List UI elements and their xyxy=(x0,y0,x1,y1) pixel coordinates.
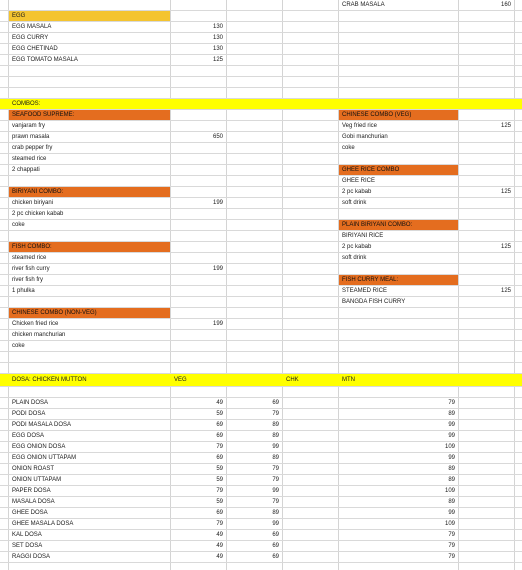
dosa-price-mtn[interactable]: 79 xyxy=(448,400,455,406)
combo-item[interactable]: BIRIYANI RICE xyxy=(342,233,384,239)
dosa-name[interactable]: PODI MASALA DOSA xyxy=(12,422,72,428)
dosa-price-mtn[interactable]: 79 xyxy=(448,532,455,538)
dosa-price-chk[interactable]: 89 xyxy=(272,510,279,516)
dosa-price-veg[interactable]: 59 xyxy=(216,499,223,505)
combo-price[interactable]: 125 xyxy=(500,123,511,129)
dosa-price-chk[interactable]: 89 xyxy=(272,433,279,439)
sheet-row xyxy=(0,11,522,22)
sheet-row xyxy=(0,253,522,264)
dosa-price-chk[interactable]: 69 xyxy=(272,400,279,406)
dosa-price-chk[interactable]: 99 xyxy=(272,444,279,450)
combos-band xyxy=(0,99,522,110)
dosa-price-chk[interactable]: 79 xyxy=(272,411,279,417)
dosa-name[interactable]: PLAIN DOSA xyxy=(12,400,49,406)
combo-item[interactable]: 2 chappati xyxy=(12,167,40,173)
sheet-row xyxy=(0,264,522,275)
dosa-price-chk[interactable]: 99 xyxy=(272,521,279,527)
fish-curry-meal-header[interactable]: FISH CURRY MEAL: xyxy=(339,275,458,285)
dosa-price-chk[interactable]: 89 xyxy=(272,422,279,428)
dosa-name[interactable]: EGG DOSA xyxy=(12,433,45,439)
combo-price[interactable]: 199 xyxy=(212,321,223,327)
combo-item[interactable]: 2 pc kabab xyxy=(342,244,372,250)
combo-item[interactable]: coke xyxy=(342,145,355,151)
dosa-price-mtn[interactable]: 99 xyxy=(448,433,455,439)
dosa-name[interactable]: GHEE DOSA xyxy=(12,510,48,516)
combo-item[interactable]: coke xyxy=(12,222,25,228)
combo-item[interactable]: chicken manchurian xyxy=(12,332,66,338)
sheet-row xyxy=(0,176,522,187)
sheet-row-empty xyxy=(0,88,522,99)
dosa-col-mtn[interactable]: MTN xyxy=(342,377,355,383)
sheet-row xyxy=(0,22,522,33)
sheet-row xyxy=(0,308,522,319)
dosa-band xyxy=(0,374,522,387)
combo-item[interactable]: 1 phulka xyxy=(12,288,35,294)
dosa-price-veg[interactable]: 49 xyxy=(216,400,223,406)
biriyani-combo-header[interactable]: BIRIYANI COMBO: xyxy=(9,187,170,197)
dosa-name[interactable]: ONION ROAST xyxy=(12,466,55,472)
sheet-row xyxy=(0,242,522,253)
menu-item-price[interactable]: 160 xyxy=(500,2,511,8)
dosa-price-mtn[interactable]: 99 xyxy=(448,422,455,428)
sheet-row xyxy=(0,165,522,176)
dosa-price-mtn[interactable]: 109 xyxy=(444,444,455,450)
sheet-row-empty xyxy=(0,77,522,88)
dosa-row xyxy=(0,475,522,486)
egg-section-header[interactable]: EGG xyxy=(9,11,170,21)
combo-item[interactable]: Gobi manchurian xyxy=(342,134,388,140)
chinese-veg-combo-header[interactable]: CHINESE COMBO (VEG) xyxy=(339,110,458,120)
combos-band-label[interactable]: COMBOS: xyxy=(12,101,41,107)
dosa-price-mtn[interactable]: 79 xyxy=(448,543,455,549)
dosa-col-veg[interactable]: VEG xyxy=(174,377,187,383)
sheet-row xyxy=(0,143,522,154)
dosa-price-mtn[interactable]: 89 xyxy=(448,477,455,483)
dosa-price-mtn[interactable]: 89 xyxy=(448,411,455,417)
sheet-row xyxy=(0,187,522,198)
dosa-price-veg[interactable]: 49 xyxy=(216,532,223,538)
dosa-row xyxy=(0,530,522,541)
combo-item[interactable]: crab pepper fry xyxy=(12,145,53,151)
dosa-price-veg[interactable]: 69 xyxy=(216,455,223,461)
dosa-price-chk[interactable]: 79 xyxy=(272,477,279,483)
chinese-nonveg-combo-header[interactable]: CHINESE COMBO (NON-VEG) xyxy=(9,308,170,318)
combo-item[interactable]: steamed rice xyxy=(12,255,47,261)
fish-combo-header[interactable]: FISH COMBO: xyxy=(9,242,170,252)
dosa-price-chk[interactable]: 89 xyxy=(272,455,279,461)
ghee-rice-combo-header[interactable]: GHEE RICE COMBO xyxy=(339,165,458,175)
dosa-price-chk[interactable]: 69 xyxy=(272,532,279,538)
combo-item[interactable]: soft drink xyxy=(342,255,367,261)
dosa-price-chk[interactable]: 69 xyxy=(272,543,279,549)
menu-item-name[interactable]: CRAB MASALA xyxy=(342,2,385,8)
dosa-price-mtn[interactable]: 99 xyxy=(448,455,455,461)
dosa-row xyxy=(0,519,522,530)
dosa-row xyxy=(0,486,522,497)
combo-item[interactable]: chicken biriyani xyxy=(12,200,54,206)
sheet-row xyxy=(0,275,522,286)
dosa-price-veg[interactable]: 59 xyxy=(216,466,223,472)
combo-item[interactable]: STEAMED RICE xyxy=(342,288,388,294)
sheet-row xyxy=(0,231,522,242)
combo-item[interactable]: river fish curry xyxy=(12,266,50,272)
dosa-price-mtn[interactable]: 99 xyxy=(448,510,455,516)
sheet-row xyxy=(0,319,522,330)
dosa-name[interactable]: EGG ONION DOSA xyxy=(12,444,66,450)
menu-item-price[interactable]: 130 xyxy=(212,46,223,52)
sheet-row xyxy=(0,154,522,165)
combo-price[interactable]: 125 xyxy=(500,244,511,250)
combo-item[interactable]: Chicken fried rice xyxy=(12,321,59,327)
dosa-price-veg[interactable]: 69 xyxy=(216,510,223,516)
combo-item[interactable]: Veg fried rice xyxy=(342,123,378,129)
menu-item-name[interactable]: EGG CHETINAD xyxy=(12,46,58,52)
dosa-price-veg[interactable]: 49 xyxy=(216,554,223,560)
dosa-row xyxy=(0,409,522,420)
sheet-row-empty xyxy=(0,66,522,77)
sheet-row xyxy=(0,33,522,44)
dosa-price-mtn[interactable]: 89 xyxy=(448,466,455,472)
dosa-name[interactable]: ONION UTTAPAM xyxy=(12,477,62,483)
combo-price[interactable]: 650 xyxy=(212,134,223,140)
sheet-row xyxy=(0,110,522,121)
sheet-row xyxy=(0,330,522,341)
sheet-row xyxy=(0,44,522,55)
dosa-name[interactable]: EGG ONION UTTAPAM xyxy=(12,455,77,461)
dosa-price-chk[interactable]: 69 xyxy=(272,554,279,560)
dosa-price-chk[interactable]: 79 xyxy=(272,466,279,472)
dosa-price-veg[interactable]: 79 xyxy=(216,521,223,527)
dosa-price-veg[interactable]: 49 xyxy=(216,543,223,549)
combo-price[interactable]: 199 xyxy=(212,266,223,272)
dosa-price-mtn[interactable]: 109 xyxy=(444,521,455,527)
dosa-price-chk[interactable]: 99 xyxy=(272,488,279,494)
dosa-row xyxy=(0,552,522,563)
dosa-row xyxy=(0,541,522,552)
sheet-row xyxy=(0,132,522,143)
dosa-row xyxy=(0,442,522,453)
sheet-row xyxy=(0,220,522,231)
combo-item[interactable]: BANGDA FISH CURRY xyxy=(342,299,406,305)
dosa-row xyxy=(0,398,522,409)
dosa-price-veg[interactable]: 59 xyxy=(216,477,223,483)
dosa-row xyxy=(0,420,522,431)
dosa-name[interactable]: PAPER DOSA xyxy=(12,488,51,494)
combo-price[interactable]: 125 xyxy=(500,288,511,294)
sheet-row xyxy=(0,198,522,209)
menu-item-name[interactable]: EGG TOMATO MASALA xyxy=(12,57,78,63)
dosa-row xyxy=(0,464,522,475)
dosa-col-chk[interactable]: CHK xyxy=(286,377,299,383)
combo-price[interactable]: 125 xyxy=(500,189,511,195)
dosa-price-veg[interactable]: 69 xyxy=(216,433,223,439)
dosa-row xyxy=(0,453,522,464)
dosa-price-veg[interactable]: 79 xyxy=(216,488,223,494)
sheet-row xyxy=(0,209,522,220)
dosa-price-mtn[interactable]: 109 xyxy=(444,488,455,494)
menu-item-price[interactable]: 130 xyxy=(212,35,223,41)
combo-item[interactable]: river fish fry xyxy=(12,277,44,283)
menu-item-name[interactable]: EGG MASALA xyxy=(12,24,52,30)
menu-item-name[interactable]: EGG CURRY xyxy=(12,35,49,41)
sheet-row-empty xyxy=(0,352,522,363)
combo-item[interactable]: soft drink xyxy=(342,200,367,206)
dosa-row xyxy=(0,508,522,519)
combo-price[interactable]: 199 xyxy=(212,200,223,206)
dosa-name[interactable]: GHEE MASALA DOSA xyxy=(12,521,74,527)
combo-item[interactable]: steamed rice xyxy=(12,156,47,162)
dosa-name[interactable]: KAL DOSA xyxy=(12,532,42,538)
dosa-name[interactable]: MASALA DOSA xyxy=(12,499,55,505)
sheet-row xyxy=(0,0,522,11)
dosa-price-chk[interactable]: 79 xyxy=(272,499,279,505)
dosa-name[interactable]: RAGGI DOSA xyxy=(12,554,51,560)
combo-item[interactable]: vanjaram fry xyxy=(12,123,46,129)
dosa-price-mtn[interactable]: 89 xyxy=(448,499,455,505)
sheet-row xyxy=(0,297,522,308)
sheet-row xyxy=(0,121,522,132)
menu-item-price[interactable]: 125 xyxy=(212,57,223,63)
dosa-row xyxy=(0,431,522,442)
dosa-name[interactable]: SET DOSA xyxy=(12,543,43,549)
seafood-combo-header[interactable]: SEAFOOD SUPREME: xyxy=(9,110,170,120)
dosa-price-veg[interactable]: 59 xyxy=(216,411,223,417)
sheet-row xyxy=(0,286,522,297)
plain-biriyani-combo-header[interactable]: PLAIN BIRIYANI COMBO: xyxy=(339,220,458,230)
combo-item[interactable]: prawn masala xyxy=(12,134,50,140)
combo-item[interactable]: 2 pc chicken kabab xyxy=(12,211,64,217)
dosa-header-label[interactable]: DOSA: CHICKEN MUTTON xyxy=(12,377,87,383)
dosa-row xyxy=(0,497,522,508)
sheet-row xyxy=(0,341,522,352)
sheet-row-empty xyxy=(0,387,522,398)
combo-item[interactable]: coke xyxy=(12,343,25,349)
dosa-price-veg[interactable]: 69 xyxy=(216,422,223,428)
sheet-row xyxy=(0,55,522,66)
dosa-price-mtn[interactable]: 79 xyxy=(448,554,455,560)
combo-item[interactable]: GHEE RICE xyxy=(342,178,376,184)
dosa-price-veg[interactable]: 79 xyxy=(216,444,223,450)
sheet-row-empty xyxy=(0,363,522,374)
menu-item-price[interactable]: 130 xyxy=(212,24,223,30)
combo-item[interactable]: 2 pc kabab xyxy=(342,189,372,195)
dosa-name[interactable]: PODI DOSA xyxy=(12,411,46,417)
